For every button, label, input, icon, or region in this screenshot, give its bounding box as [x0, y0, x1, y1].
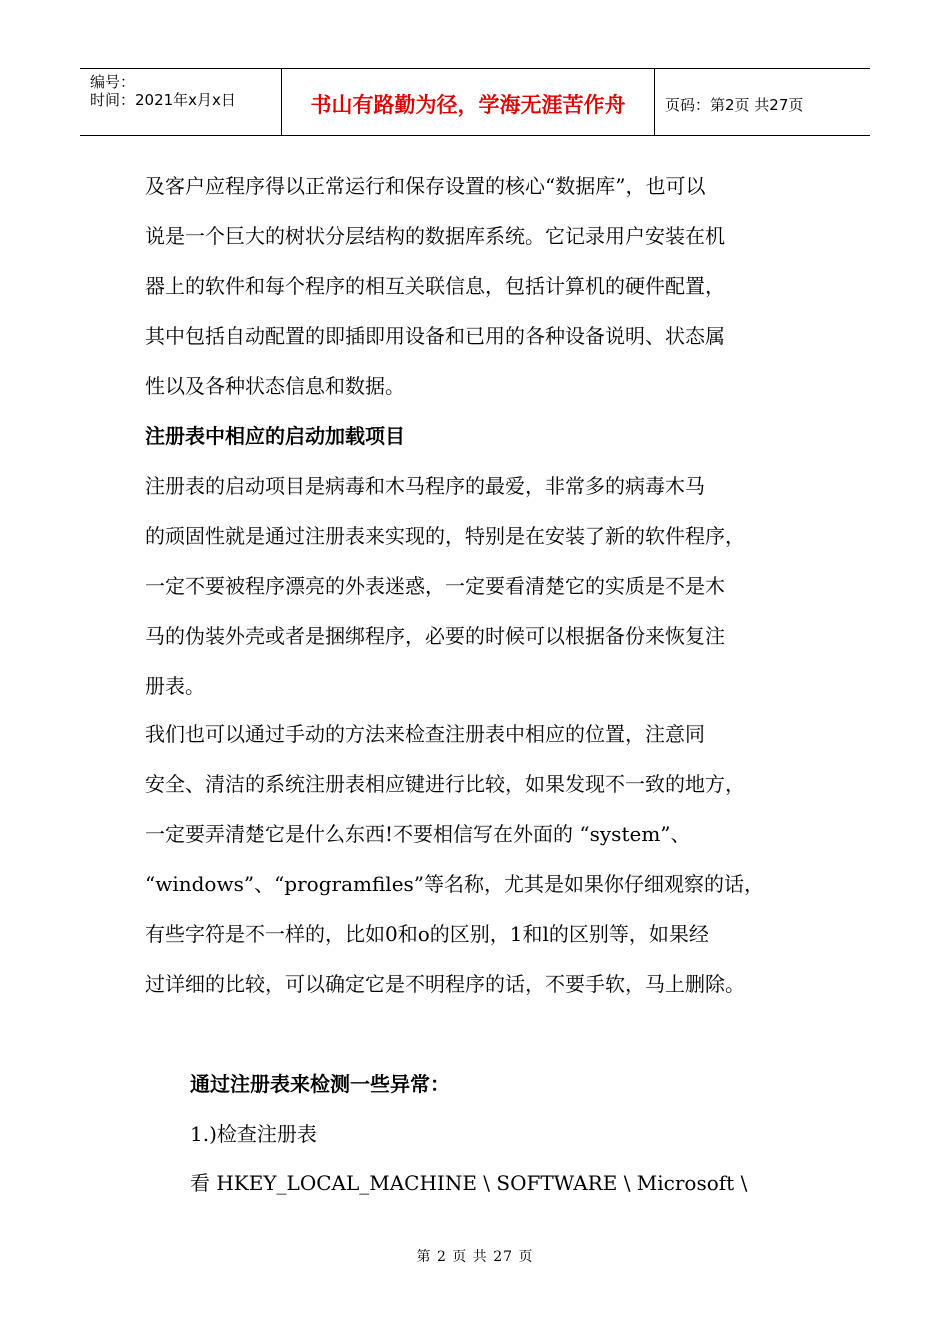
body-line: 我们也可以通过手动的方法来检查注册表中相应的位置，注意同	[145, 722, 705, 746]
body-line: 的顽固性就是通过注册表来实现的，特别是在安装了新的软件程序，	[145, 524, 745, 548]
section-heading: 注册表中相应的启动加载项目	[145, 424, 405, 448]
body-line: 1.)检查注册表	[190, 1122, 317, 1146]
body-line: 安全、清洁的系统注册表相应键进行比较，如果发现不一致的地方，	[145, 772, 745, 796]
header-motto: 书山有路勤为径，学海无涯苦作舟	[282, 69, 655, 135]
body-line: 看 HKEY_LOCAL_MACHINE \ SOFTWARE \ Microsoft \	[190, 1171, 748, 1195]
body-line: 马的伪装外壳或者是捆绑程序，必要的时候可以根据备份来恢复注	[145, 624, 725, 648]
doc-number-label: 编号：	[90, 73, 136, 91]
body-line: 性以及各种状态信息和数据。	[145, 374, 405, 398]
header-page-info: 页码：第2页 共27页	[665, 95, 804, 114]
body-line: 一定不要被程序漂亮的外表迷惑，一定要看清楚它的实质是不是木	[145, 574, 725, 598]
body-line: 过详细的比较，可以确定它是不明程序的话，不要手软，马上删除。	[145, 972, 745, 996]
body-line: 一定要弄清楚它是什么东西!不要相信写在外面的 “system”、	[145, 822, 691, 846]
body-line: 说是一个巨大的树状分层结构的数据库系统。它记录用户安装在机	[145, 224, 725, 248]
document-body	[145, 0, 825, 1344]
body-line: “windows”、“programfiles”等名称，尤其是如果你仔细观察的话，	[145, 872, 765, 896]
body-line: 及客户应程序得以正常运行和保存设置的核心“数据库”，也可以	[145, 174, 706, 198]
doc-time-label: 时间：2021年x月x日	[90, 91, 236, 109]
page-footer: 第 2 页 共 27 页	[416, 1249, 534, 1265]
body-line: 有些字符是不一样的，比如0和o的区别，1和l的区别等，如果经	[145, 922, 709, 946]
body-line: 册表。	[145, 674, 205, 698]
body-line: 注册表的启动项目是病毒和木马程序的最爱，非常多的病毒木马	[145, 474, 705, 498]
section-heading: 通过注册表来检测一些异常：	[190, 1072, 450, 1096]
body-line: 器上的软件和每个程序的相互关联信息，包括计算机的硬件配置，	[145, 274, 725, 298]
body-line: 其中包括自动配置的即插即用设备和已用的各种设备说明、状态属	[145, 324, 725, 348]
